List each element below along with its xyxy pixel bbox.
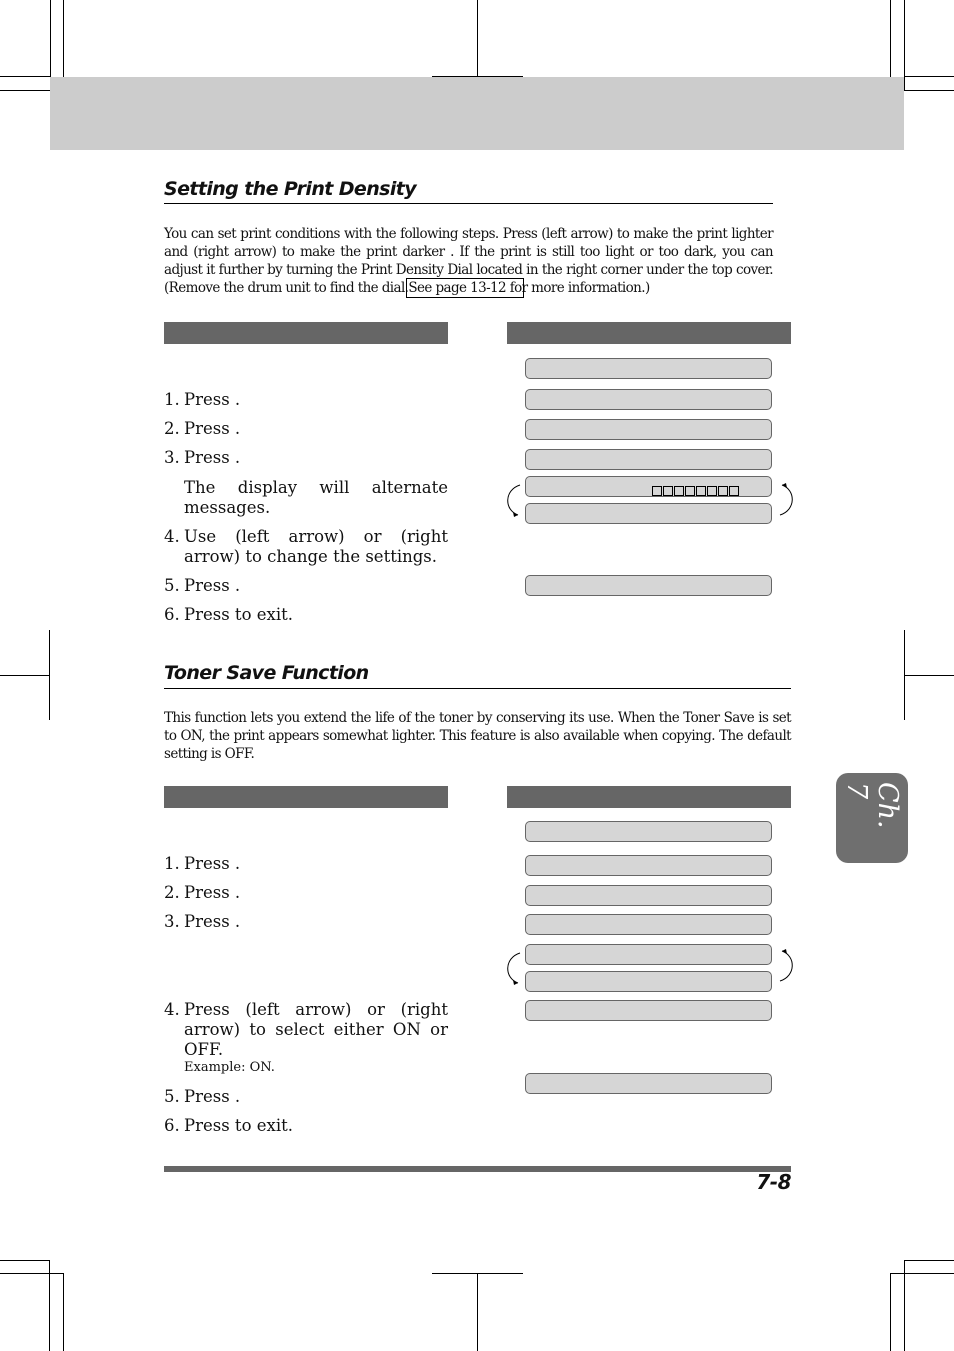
step-item: 1. Press . <box>164 854 241 873</box>
lcd-display <box>525 449 772 470</box>
chapter-tab-label: Ch. 7 <box>841 782 903 829</box>
alternate-arrow-right-icon <box>774 948 800 986</box>
lcd-display <box>525 821 772 842</box>
lcd-display-density <box>525 476 772 497</box>
lcd-display <box>525 944 772 965</box>
density-segment <box>652 486 662 496</box>
lcd-display <box>525 358 772 379</box>
alternate-arrow-left-icon <box>500 482 526 520</box>
step-item: 2. Press . <box>164 419 241 438</box>
density-segment <box>663 486 673 496</box>
section-heading: Toner Save Function <box>164 662 369 684</box>
density-segment <box>729 486 739 496</box>
step-item: 2. Press . <box>164 883 241 902</box>
lcd-display <box>525 419 772 440</box>
header-band <box>50 77 904 150</box>
step-item: 1. Press . <box>164 390 241 409</box>
example-note: Example: ON. <box>184 1060 275 1075</box>
density-segment <box>696 486 706 496</box>
page-number: 7-8 <box>756 1170 791 1194</box>
alternate-arrow-right-icon <box>774 482 800 520</box>
step-item: 4. Press (left arrow) or (right arrow) to select either ON or OFF. <box>164 1000 448 1059</box>
lcd-display <box>525 389 772 410</box>
step-item: 3. Press . <box>164 912 241 931</box>
section-heading: Setting the Print Density <box>164 178 417 200</box>
step-item: 3. Press . <box>164 448 241 467</box>
lcd-display <box>525 971 772 992</box>
step-item: 6. Press to exit. <box>164 1116 293 1135</box>
step-item: 5. Press . <box>164 576 241 595</box>
paragraph-text-end: r more information.) <box>521 280 650 296</box>
step-item: 5. Press . <box>164 1087 241 1106</box>
steps-column-bar <box>164 322 448 344</box>
lcd-display <box>525 885 772 906</box>
lcd-display <box>525 914 772 935</box>
chapter-tab[interactable] <box>836 773 908 863</box>
footer-rule <box>164 1166 791 1172</box>
lcd-display <box>525 855 772 876</box>
heading-rule <box>164 688 791 689</box>
step-item: 4. Use (left arrow) or (right arrow) to change the settings. <box>164 527 448 566</box>
density-segment <box>685 486 695 496</box>
lcd-display <box>525 503 772 524</box>
steps-column-bar <box>164 786 448 808</box>
intro-paragraph: This function lets you extend the life of the toner by conserving its use. When the Toner Save is set to ON, the print appears somewhat lighter. This feature is also available when copying. The default setting is OFF. <box>164 710 791 762</box>
display-column-bar <box>507 786 791 808</box>
page-reference[interactable]: See page 13-12 fo <box>408 280 522 296</box>
display-column-bar <box>507 322 791 344</box>
heading-rule <box>164 203 773 204</box>
density-segment <box>707 486 717 496</box>
step-note: The display will alternate messages. <box>184 478 448 517</box>
density-segment <box>718 486 728 496</box>
density-segment <box>674 486 684 496</box>
paragraph-text: You can set print conditions with the following steps. Press (left arrow) to make the print lighter and (right arrow) to make the print darker . If the print is still too light or too dark, you can adjust it further by turning the Print Density Dial located in the right corner under the top cover. (Remove the drum unit to find the dial. <box>164 226 773 296</box>
lcd-display <box>525 575 772 596</box>
steps-list <box>164 854 448 1136</box>
alternate-arrow-left-icon <box>500 950 526 988</box>
steps-list <box>164 390 448 625</box>
step-item: 6. Press to exit. <box>164 605 293 624</box>
lcd-display <box>525 1000 772 1021</box>
lcd-display <box>525 1073 772 1094</box>
intro-paragraph <box>164 225 773 297</box>
